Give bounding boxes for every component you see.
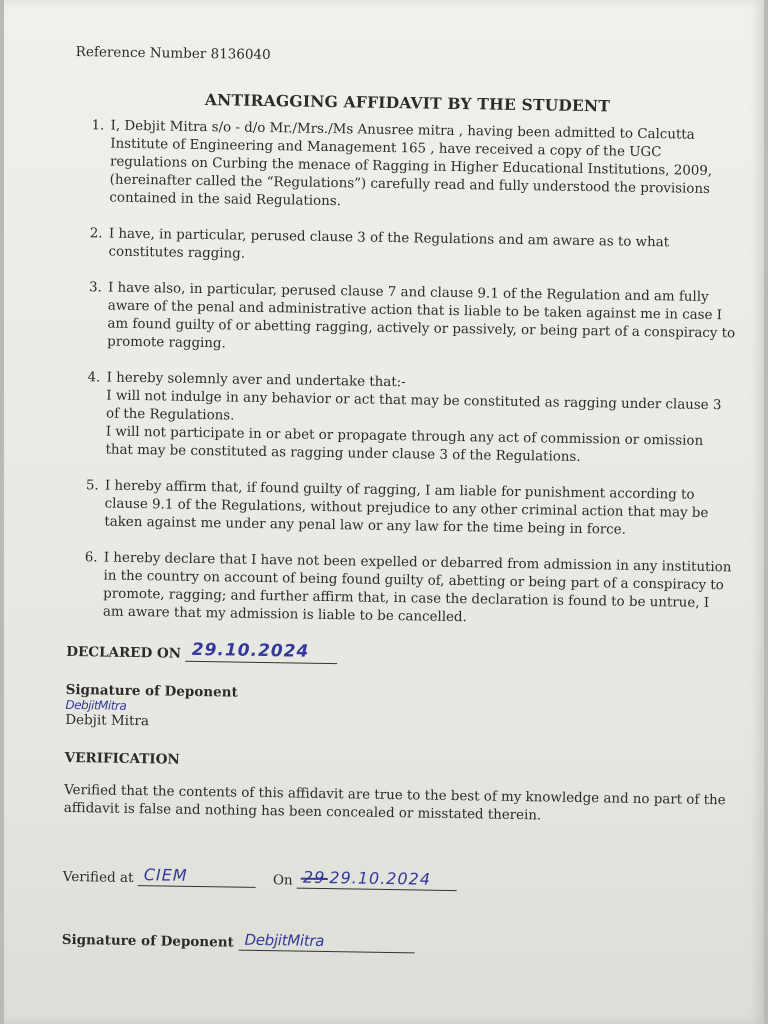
clause-1: 1. I, Debjit Mitra s/o - d/o Mr./Mrs./Ms Anusree mitra , having been admitted to Calcutta Institute of Engineering and Management 165 , have received a copy of the UGC regulations on Curbing the menace of Ragging in Higher Educational Institutions, 2009, (hereinafter called the “Regulations”) carefully read and fully understood the provisions contained in the said Regulations.: [107, 118, 739, 218]
signature-of-deponent-label: Signature of Deponent: [65, 681, 238, 701]
clause-5: 5. I hereby affirm that, if found guilty of ragging, I am liable for punishment according to clause 9.1 of the Regulations, without prejudice to any other criminal action that may be taken against me under any penal law or any law for the time being in force.: [102, 477, 734, 541]
document-paper: [4, 0, 764, 1024]
signature-block: [65, 682, 731, 738]
verified-on-field: [297, 868, 457, 892]
verified-at-handwritten: CIEM: [143, 865, 188, 885]
verification-text: Verified that the contents of this affidavit are true to the best of my knowledge and no part of the affidavit is false and nothing has been concealed or misstated therein.: [63, 782, 726, 824]
verification-heading: VERIFICATION: [64, 749, 180, 768]
footer-signature-row: [62, 927, 727, 958]
clause-2: 2. I have, in particular, perused clause 3 of the Regulations and am aware as to what constitutes ragging.: [106, 226, 737, 272]
deponent-name: Debjit Mitra: [65, 711, 150, 730]
reference-value: 8136040: [210, 46, 271, 64]
footer-signature-label: Signature of Deponent: [61, 931, 234, 951]
clause-list: [67, 117, 740, 631]
verified-at-row: [63, 864, 728, 895]
deponent-signature-small: DebjitMitra: [65, 697, 127, 713]
verified-on-handwritten: [303, 868, 431, 889]
reference-number: [76, 44, 741, 70]
declared-on-label: DECLARED ON: [66, 643, 182, 662]
verified-at-label: Verified at: [62, 868, 134, 887]
declared-date-field: [186, 641, 338, 664]
clause-3: 3. I have also, in particular, perused clause 7 and clause 9.1 of the Regulation and am fully aware of the penal and administrative action that is liable to be taken against me in case I am found guilty of or abetting ragging, actively or passively, or being part of a conspiracy to promote ragging.: [105, 280, 737, 362]
verified-on-label: On: [272, 872, 293, 889]
clause-4-undertaking-b: I will not participate in or abet or propagate through any act of commission or omission that may be constituted as ragging under clause 3 of the Regulations.: [105, 424, 704, 465]
clause-4-undertaking-a: I will not indulge in any behavior or act that may be constituted as ragging under clause 3 of the Regulations.: [105, 388, 722, 424]
footer-signature-handwritten: DebjitMitra: [244, 930, 325, 951]
affidavit-page: [62, 36, 741, 958]
reference-label: Reference Number: [75, 43, 207, 63]
clause-4-intro: 4. I hereby solemnly aver and undertake that:-: [106, 370, 406, 391]
footer-signature-field: [238, 930, 414, 954]
document-title: ANTIRAGGING AFFIDAVIT BY THE STUDENT: [204, 90, 611, 116]
clause-4: [103, 369, 735, 469]
declared-on-row: [66, 639, 731, 670]
struck-out-date: 29: [302, 867, 326, 888]
verified-at-field: [138, 865, 256, 888]
clause-6: 6. I hereby declare that I have not been expelled or debarred from admission in any institution in the country on account of being found guilty of, abetting or being part of a conspiracy to promote, ragging; and further affirm that, in case the declaration is found to be untrue, I am aware that my admission is liable to be cancelled.: [101, 549, 733, 631]
declared-date-handwritten: 29.10.2024: [191, 639, 310, 662]
verified-on-date: 29.10.2024: [329, 868, 432, 889]
